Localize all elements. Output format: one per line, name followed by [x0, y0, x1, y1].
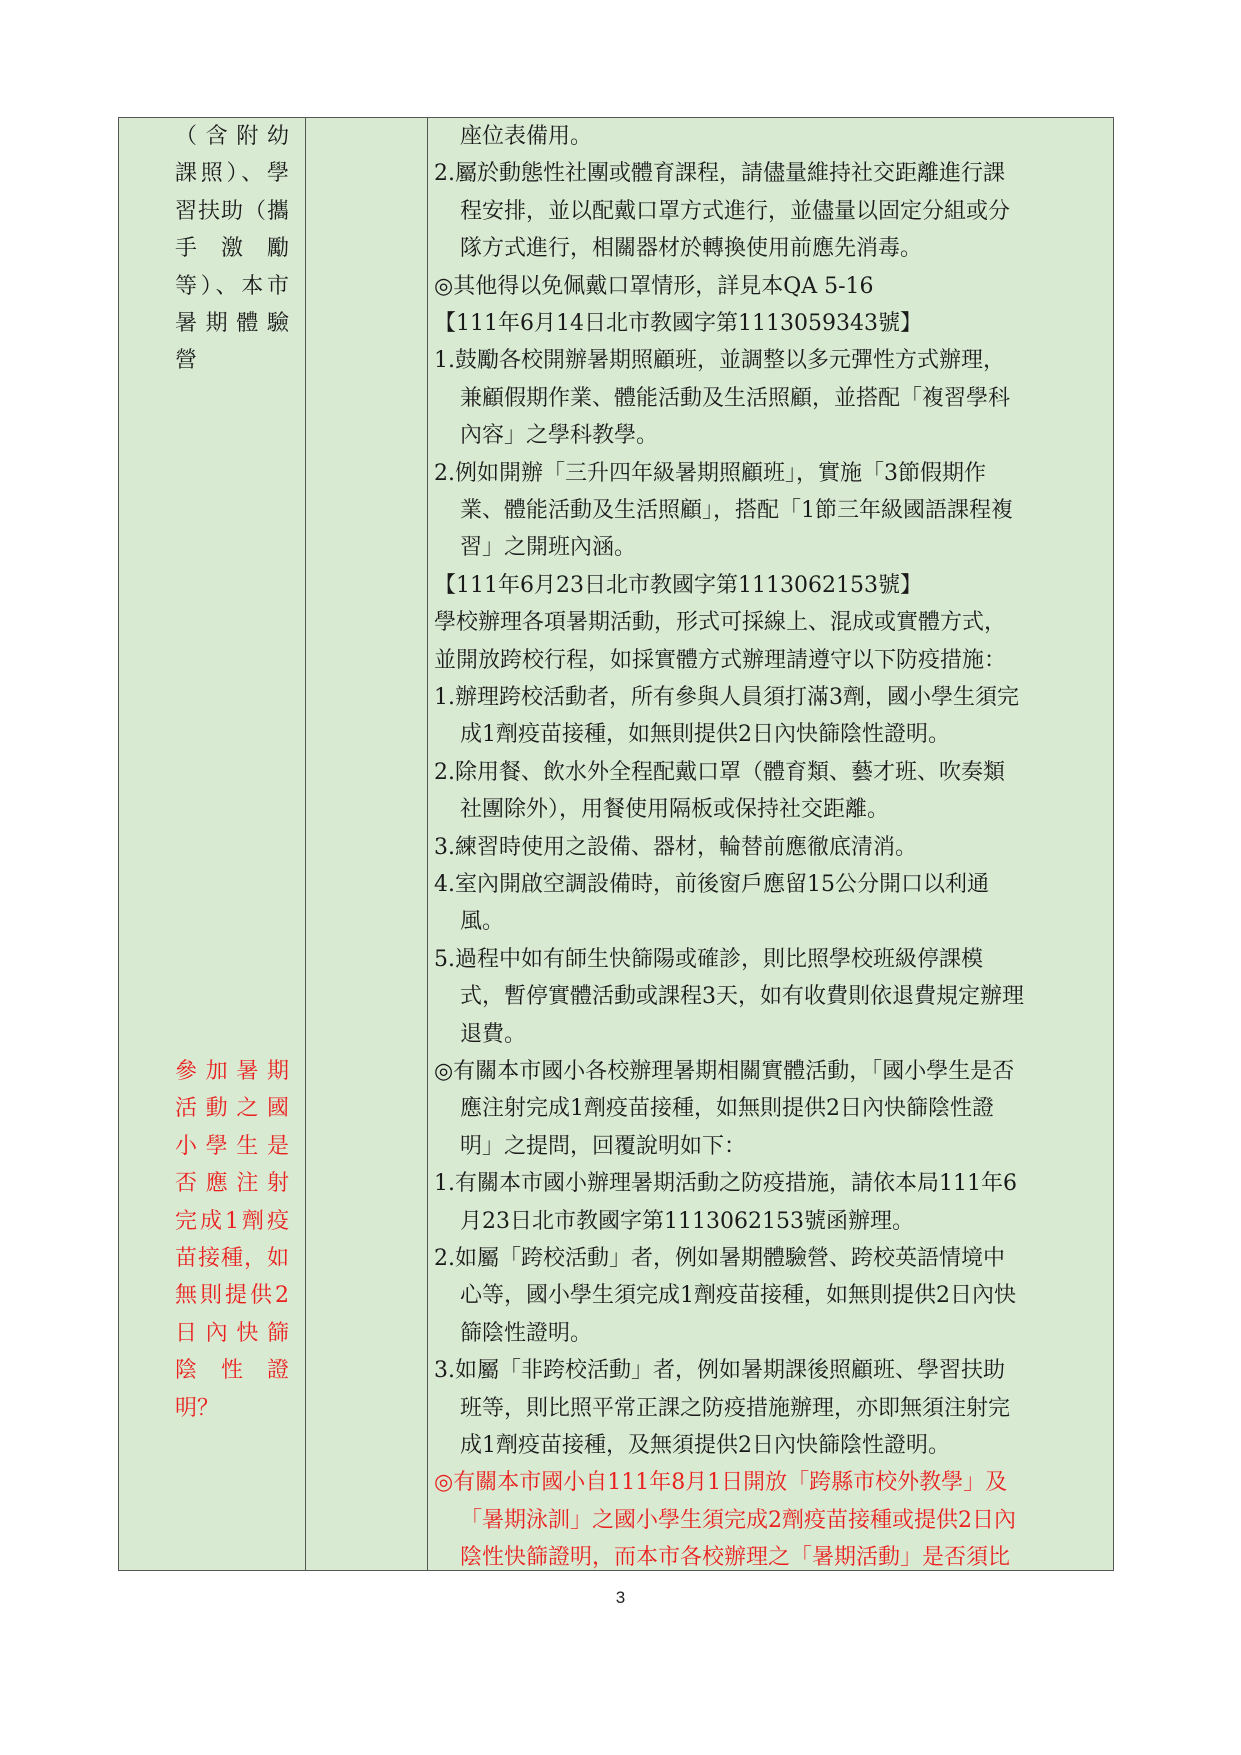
answer-line: 陰性快篩證明，而本市各校辦理之「暑期活動」是否須比 — [460, 1545, 1011, 1571]
answer-line: ◎有關本市國小各校辦理暑期相關實體活動，「國小學生是否 — [434, 1059, 1015, 1084]
question-line: 習扶助（攜 — [175, 198, 289, 224]
answer-line: 學校辦理各項暑期活動，形式可採線上、混成或實體方式， — [434, 610, 1007, 636]
page-number: 3 — [615, 1588, 626, 1607]
answer-line: 退費。 — [460, 1021, 527, 1047]
question-line: 陰 性 證 — [175, 1358, 289, 1384]
answer-line: 內容」之學科教學。 — [460, 423, 659, 449]
answer-line: 業、體能活動及生活照顧」，搭配「1節三年級國語課程複 — [460, 498, 1013, 523]
answer-line: 明」之提問，回覆說明如下： — [460, 1133, 747, 1159]
question-line: 等）、本市 — [175, 273, 289, 299]
answer-line: 式，暫停實體活動或課程3天，如有收費則依退費規定辦理 — [460, 984, 1024, 1010]
question-line: 否應注射 — [175, 1171, 289, 1197]
answer-line: 習」之開班內涵。 — [460, 535, 637, 561]
answer-line: 1.辦理跨校活動者，所有參與人員須打滿3劑，國小學生須完 — [434, 685, 1019, 710]
answer-line: ◎有關本市國小自111年8月1日開放「跨縣市校外教學」及 — [434, 1470, 1008, 1496]
question-line: 完成1劑疫 — [175, 1208, 289, 1234]
answer-line: 3.練習時使用之設備、器材，輪替前應徹底清消。 — [434, 834, 917, 860]
question-line: 活動之國 — [175, 1096, 289, 1122]
answer-line: 5.過程中如有師生快篩陽或確診，則比照學校班級停課模 — [434, 946, 983, 972]
answer-line: 應注射完成1劑疫苗接種，如無則提供2日內快篩陰性證 — [460, 1096, 994, 1122]
answer-line: 【111年6月23日北市教國字第1113062153號】 — [434, 572, 922, 598]
answer-line: 篩陰性證明。 — [460, 1320, 593, 1346]
question-line: 日內快篩 — [175, 1320, 289, 1346]
question-line: 參加暑期 — [175, 1059, 289, 1084]
question-line: 小學生是 — [175, 1133, 289, 1159]
answer-line: 兼顧假期作業、體能活動及生活照顧，並搭配「複習學科 — [460, 385, 1011, 411]
question-line: 無則提供2 — [175, 1283, 289, 1309]
column-divider-1 — [305, 118, 306, 1570]
question-line: （含附幼 — [175, 124, 289, 149]
qa-table — [118, 117, 1114, 1571]
answer-line: 程安排，並以配戴口罩方式進行，並儘量以固定分組或分 — [460, 198, 1011, 224]
question-line: 暑期體驗 — [175, 311, 289, 336]
column-divider-2 — [427, 118, 428, 1570]
answer-line: 社團除外），用餐使用隔板或保持社交距離。 — [460, 797, 890, 823]
answer-line: 成1劑疫苗接種，及無須提供2日內快篩陰性證明。 — [460, 1433, 950, 1458]
answer-line: 1.鼓勵各校開辦暑期照顧班，並調整以多元彈性方式辦理， — [434, 348, 1005, 374]
answer-line: 「暑期泳訓」之國小學生須完成2劑疫苗接種或提供2日內 — [460, 1507, 1016, 1533]
answer-line: 隊方式進行，相關器材於轉換使用前應先消毒。 — [460, 236, 923, 262]
question-line: 手 激 勵 — [175, 236, 289, 262]
answer-line: 風。 — [460, 909, 505, 935]
answer-line: 2.除用餐、飲水外全程配戴口罩（體育類、藝才班、吹奏類 — [434, 759, 1005, 785]
question-line: 課照）、學 — [175, 161, 289, 187]
answer-line: 班等，則比照平常正課之防疫措施辦理，亦即無須注射完 — [460, 1395, 1011, 1421]
answer-line: 3.如屬「非跨校活動」者，例如暑期課後照顧班、學習扶助 — [434, 1358, 1005, 1384]
answer-line: 心等，國小學生須完成1劑疫苗接種，如無則提供2日內快 — [460, 1283, 1016, 1309]
answer-line: 2.如屬「跨校活動」者，例如暑期體驗營、跨校英語情境中 — [434, 1246, 1005, 1271]
answer-line: 成1劑疫苗接種，如無則提供2日內快篩陰性證明。 — [460, 722, 950, 748]
answer-line: 1.有關本市國小辦理暑期活動之防疫措施，請依本局111年6 — [434, 1171, 1017, 1197]
answer-line: 座位表備用。 — [460, 124, 593, 149]
answer-line: 4.室內開啟空調設備時，前後窗戶應留15公分開口以利通 — [434, 872, 989, 897]
answer-line: 月23日北市教國字第1113062153號函辦理。 — [460, 1208, 914, 1234]
answer-line: 【111年6月14日北市教國字第1113059343號】 — [434, 311, 922, 336]
answer-line: 並開放跨校行程，如採實體方式辦理請遵守以下防疫措施： — [434, 647, 1007, 673]
question-line: 明？ — [175, 1395, 220, 1421]
answer-line: ◎其他得以免佩戴口罩情形，詳見本QA 5-16 — [434, 273, 874, 299]
answer-line: 2.例如開辦「三升四年級暑期照顧班」，實施「3節假期作 — [434, 460, 986, 486]
answer-line: 2.屬於動態性社團或體育課程，請儘量維持社交距離進行課 — [434, 161, 1005, 187]
question-line: 營 — [175, 348, 198, 374]
question-line: 苗接種，如 — [175, 1246, 289, 1271]
